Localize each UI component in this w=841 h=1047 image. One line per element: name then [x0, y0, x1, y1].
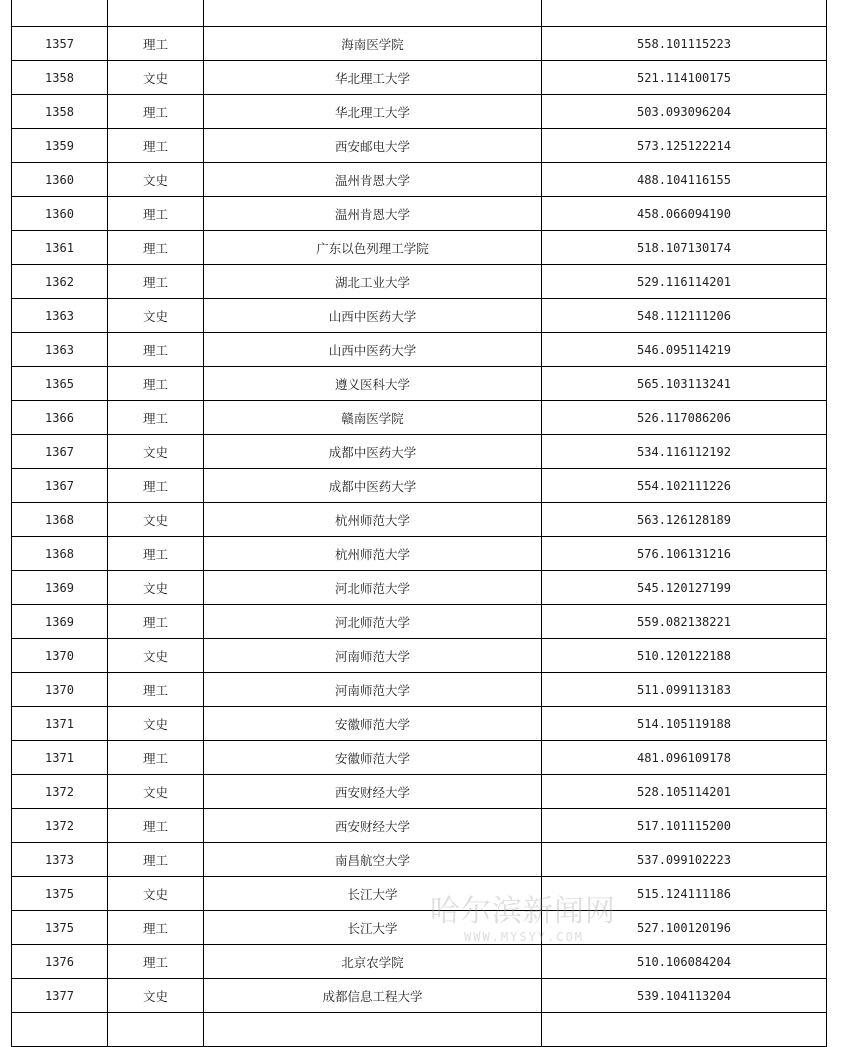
- school-cell: 长江大学: [204, 877, 542, 911]
- score-cell: 526.117086206: [542, 401, 827, 435]
- rank-cell: 1362: [12, 265, 108, 299]
- table-row-partial: [12, 0, 827, 27]
- school-cell: 赣南医学院: [204, 401, 542, 435]
- rank-cell: 1368: [12, 503, 108, 537]
- category-cell: 理工: [108, 197, 204, 231]
- school-cell: 杭州师范大学: [204, 537, 542, 571]
- category-cell: 理工: [108, 809, 204, 843]
- school-cell: 山西中医药大学: [204, 299, 542, 333]
- rank-cell: 1375: [12, 911, 108, 945]
- school-cell: 安徽师范大学: [204, 707, 542, 741]
- rank-cell: [12, 1013, 108, 1047]
- category-cell: 理工: [108, 843, 204, 877]
- score-cell: 458.066094190: [542, 197, 827, 231]
- school-cell: 西安财经大学: [204, 809, 542, 843]
- rank-cell: 1363: [12, 299, 108, 333]
- category-cell: 文史: [108, 775, 204, 809]
- school-cell: 遵义医科大学: [204, 367, 542, 401]
- table-row: [12, 741, 827, 775]
- table-row: [12, 775, 827, 809]
- category-cell: 理工: [108, 673, 204, 707]
- category-cell: 理工: [108, 231, 204, 265]
- rank-cell: 1358: [12, 61, 108, 95]
- category-cell: 文史: [108, 571, 204, 605]
- school-cell: 温州肯恩大学: [204, 163, 542, 197]
- school-cell: 西安财经大学: [204, 775, 542, 809]
- score-cell: 559.082138221: [542, 605, 827, 639]
- table-row: [12, 605, 827, 639]
- rank-cell: 1361: [12, 231, 108, 265]
- rank-cell: 1363: [12, 333, 108, 367]
- school-cell: [204, 0, 542, 27]
- watermark-title: 哈尔滨新闻网: [430, 894, 616, 929]
- school-cell: 河北师范大学: [204, 571, 542, 605]
- score-cell: 510.106084204: [542, 945, 827, 979]
- table-row: [12, 571, 827, 605]
- rank-cell: 1376: [12, 945, 108, 979]
- table-row: [12, 537, 827, 571]
- rank-cell: 1365: [12, 367, 108, 401]
- table-row: [12, 27, 827, 61]
- category-cell: 理工: [108, 605, 204, 639]
- table-row: [12, 639, 827, 673]
- school-cell: 温州肯恩大学: [204, 197, 542, 231]
- table-row: [12, 61, 827, 95]
- rank-cell: 1367: [12, 435, 108, 469]
- rank-cell: 1369: [12, 571, 108, 605]
- school-cell: 海南医学院: [204, 27, 542, 61]
- school-cell: 河北师范大学: [204, 605, 542, 639]
- school-cell: 长江大学: [204, 911, 542, 945]
- score-cell: 521.114100175: [542, 61, 827, 95]
- category-cell: 理工: [108, 367, 204, 401]
- table-row: [12, 367, 827, 401]
- table-row: [12, 673, 827, 707]
- school-cell: 南昌航空大学: [204, 843, 542, 877]
- category-cell: 理工: [108, 741, 204, 775]
- school-cell: 西安邮电大学: [204, 129, 542, 163]
- score-cell: 510.120122188: [542, 639, 827, 673]
- table-row: [12, 163, 827, 197]
- table-row: [12, 333, 827, 367]
- rank-cell: 1372: [12, 775, 108, 809]
- rank-cell: [12, 0, 108, 27]
- table-row: [12, 197, 827, 231]
- category-cell: 理工: [108, 945, 204, 979]
- category-cell: 文史: [108, 707, 204, 741]
- school-cell: 杭州师范大学: [204, 503, 542, 537]
- category-cell: 文史: [108, 435, 204, 469]
- table-row: [12, 469, 827, 503]
- category-cell: 文史: [108, 877, 204, 911]
- score-cell: 546.095114219: [542, 333, 827, 367]
- score-cell: [542, 0, 827, 27]
- rank-cell: 1367: [12, 469, 108, 503]
- score-cell: 517.101115200: [542, 809, 827, 843]
- score-cell: 554.102111226: [542, 469, 827, 503]
- table-row: [12, 231, 827, 265]
- category-cell: [108, 1013, 204, 1047]
- score-cell: 565.103113241: [542, 367, 827, 401]
- category-cell: [108, 0, 204, 27]
- school-cell: 华北理工大学: [204, 95, 542, 129]
- score-cell: 528.105114201: [542, 775, 827, 809]
- score-cell: 514.105119188: [542, 707, 827, 741]
- rank-cell: 1370: [12, 673, 108, 707]
- category-cell: 文史: [108, 639, 204, 673]
- table-row-partial: [12, 1013, 827, 1047]
- school-cell: 成都中医药大学: [204, 435, 542, 469]
- rank-cell: 1360: [12, 163, 108, 197]
- score-cell: 545.120127199: [542, 571, 827, 605]
- category-cell: 理工: [108, 401, 204, 435]
- score-cell: 573.125122214: [542, 129, 827, 163]
- school-cell: [204, 1013, 542, 1047]
- score-cell: 529.116114201: [542, 265, 827, 299]
- school-cell: 华北理工大学: [204, 61, 542, 95]
- category-cell: 文史: [108, 979, 204, 1013]
- category-cell: 理工: [108, 911, 204, 945]
- watermark-url: WWW.MYSYY.COM: [464, 930, 584, 944]
- rank-cell: 1369: [12, 605, 108, 639]
- category-cell: 理工: [108, 129, 204, 163]
- rank-cell: 1371: [12, 741, 108, 775]
- rank-cell: 1357: [12, 27, 108, 61]
- category-cell: 理工: [108, 265, 204, 299]
- table-row: [12, 435, 827, 469]
- rank-cell: 1372: [12, 809, 108, 843]
- school-cell: 安徽师范大学: [204, 741, 542, 775]
- category-cell: 文史: [108, 163, 204, 197]
- table-row: [12, 401, 827, 435]
- rank-cell: 1368: [12, 537, 108, 571]
- table-row: [12, 877, 827, 911]
- table-row: [12, 945, 827, 979]
- score-cell: 515.124111186: [542, 877, 827, 911]
- table-row: [12, 129, 827, 163]
- score-cell: 558.101115223: [542, 27, 827, 61]
- rank-cell: 1377: [12, 979, 108, 1013]
- score-cell: 518.107130174: [542, 231, 827, 265]
- table-row: [12, 299, 827, 333]
- table-row: [12, 95, 827, 129]
- school-cell: 山西中医药大学: [204, 333, 542, 367]
- category-cell: 理工: [108, 469, 204, 503]
- rank-cell: 1373: [12, 843, 108, 877]
- score-cell: 548.112111206: [542, 299, 827, 333]
- table-row: [12, 979, 827, 1013]
- category-cell: 文史: [108, 61, 204, 95]
- score-cell: 576.106131216: [542, 537, 827, 571]
- score-cell: 537.099102223: [542, 843, 827, 877]
- school-cell: 北京农学院: [204, 945, 542, 979]
- score-cell: 481.096109178: [542, 741, 827, 775]
- rank-cell: 1371: [12, 707, 108, 741]
- rank-cell: 1366: [12, 401, 108, 435]
- table-row: [12, 809, 827, 843]
- score-cell: 534.116112192: [542, 435, 827, 469]
- score-cell: 563.126128189: [542, 503, 827, 537]
- rank-cell: 1358: [12, 95, 108, 129]
- score-cell: 488.104116155: [542, 163, 827, 197]
- school-cell: 河南师范大学: [204, 639, 542, 673]
- score-cell: 503.093096204: [542, 95, 827, 129]
- school-cell: 成都信息工程大学: [204, 979, 542, 1013]
- score-cell: 539.104113204: [542, 979, 827, 1013]
- score-cell: 527.100120196: [542, 911, 827, 945]
- rank-cell: 1370: [12, 639, 108, 673]
- table-row: [12, 503, 827, 537]
- table-row: [12, 911, 827, 945]
- category-cell: 理工: [108, 537, 204, 571]
- table-row: [12, 843, 827, 877]
- score-cell: [542, 1013, 827, 1047]
- school-cell: 广东以色列理工学院: [204, 231, 542, 265]
- category-cell: 文史: [108, 503, 204, 537]
- category-cell: 理工: [108, 95, 204, 129]
- category-cell: 文史: [108, 299, 204, 333]
- score-cell: 511.099113183: [542, 673, 827, 707]
- table-row: [12, 707, 827, 741]
- category-cell: 理工: [108, 27, 204, 61]
- school-cell: 河南师范大学: [204, 673, 542, 707]
- rank-cell: 1375: [12, 877, 108, 911]
- rank-cell: 1360: [12, 197, 108, 231]
- category-cell: 理工: [108, 333, 204, 367]
- rank-cell: 1359: [12, 129, 108, 163]
- admission-table: [11, 0, 827, 1047]
- table-row: [12, 265, 827, 299]
- school-cell: 湖北工业大学: [204, 265, 542, 299]
- school-cell: 成都中医药大学: [204, 469, 542, 503]
